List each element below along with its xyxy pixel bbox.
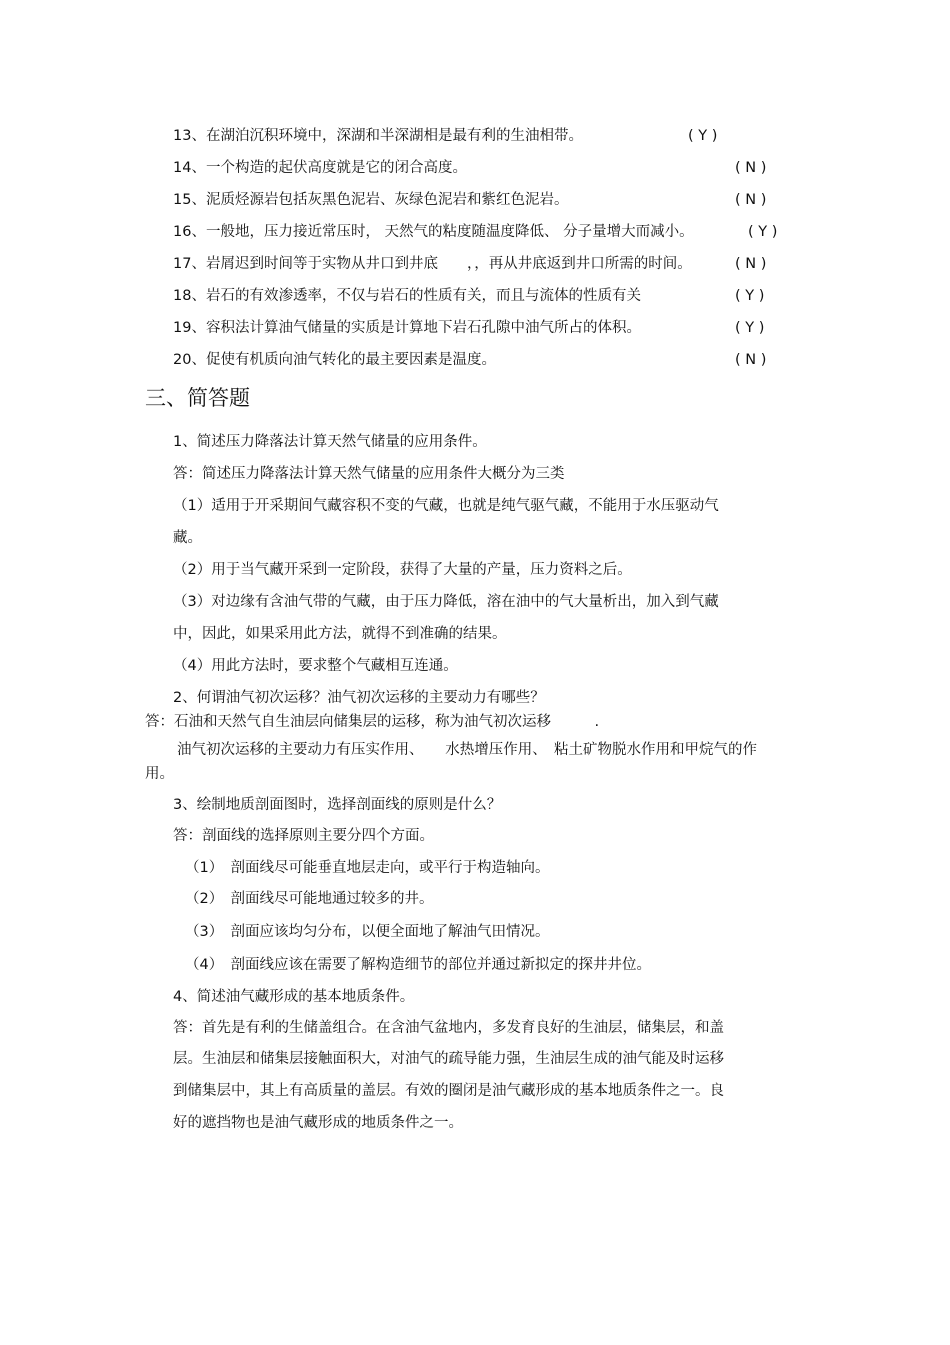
answer-line: （3）对边缘有含油气带的气藏，由于压力降低，溶在油中的气大量析出，加入到气藏 [173,594,719,610]
answer-line: （3） 剖面应该均匀分布，以便全面地了解油气田情况。 [185,924,550,940]
answer-line: （4）用此方法时，要求整个气藏相互连通。 [173,658,458,674]
question-3: 3、绘制地质剖面图时，选择剖面线的原则是什么？ [173,797,502,813]
tf-answer-20: ( N ) [735,352,767,368]
answer-line: 答：剖面线的选择原则主要分四个方面。 [173,828,434,844]
answer-line: 答：首先是有利的生储盖组合。在含油气盆地内，多发育良好的生油层，储集层，和盖 [173,1020,724,1036]
answer-line: 用。 [145,766,174,782]
tf-item-13: 13、在湖泊沉积环境中，深湖和半深湖相是最有利的生油相带。 [173,128,583,144]
answer-line: （2） 剖面线尽可能地通过较多的井。 [185,891,434,907]
tf-item-14: 14、一个构造的起伏高度就是它的闭合高度。 [173,160,467,176]
tf-item-16: 16、一般地，压力接近常压时， 天然气的粘度随温度降低、 分子量增大而减小。 [173,224,694,240]
answer-line: 层。生油层和储集层接触面积大，对油气的疏导能力强，生油层生成的油气能及时运移 [173,1051,724,1067]
tf-answer-16: ( Y ) [748,224,778,240]
question-1: 1、简述压力降落法计算天然气储量的应用条件。 [173,434,487,450]
answer-line: 答：石油和天然气自生油层向储集层的运移，称为油气初次运移 . [145,714,600,730]
answer-line: （4） 剖面线应该在需要了解构造细节的部位并通过新拟定的探井井位。 [185,957,651,973]
answer-line: 到储集层中，其上有高质量的盖层。有效的圈闭是油气藏形成的基本地质条件之一。良 [173,1083,724,1099]
tf-answer-17: ( N ) [735,256,767,272]
answer-line: （1）适用于开采期间气藏容积不变的气藏，也就是纯气驱气藏，不能用于水压驱动气 [173,498,719,514]
tf-item-17: 17、岩屑迟到时间等于实物从井口到井底 ，，再从井底返到井口所需的时间。 [173,256,692,272]
tf-item-19: 19、容积法计算油气储量的实质是计算地下岩石孔隙中油气所占的体积。 [173,320,641,336]
answer-line: （1） 剖面线尽可能垂直地层走向，或平行于构造轴向。 [185,860,550,876]
answer-line: 好的遮挡物也是油气藏形成的地质条件之一。 [173,1115,463,1131]
answer-line: （2）用于当气藏开采到一定阶段，获得了大量的产量，压力资料之后。 [173,562,632,578]
tf-answer-13: ( Y ) [688,128,718,144]
question-4: 4、简述油气藏形成的基本地质条件。 [173,989,415,1005]
tf-answer-15: ( N ) [735,192,767,208]
tf-answer-19: ( Y ) [735,320,765,336]
tf-item-18: 18、岩石的有效渗透率，不仅与岩石的性质有关，而且与流体的性质有关 [173,288,641,304]
answer-line: 中，因此，如果采用此方法，就得不到准确的结果。 [173,626,507,642]
tf-item-15: 15、泥质烃源岩包括灰黑色泥岩、灰绿色泥岩和紫红色泥岩。 [173,192,569,208]
answer-line: 藏。 [173,530,202,546]
question-2: 2、何谓油气初次运移？油气初次运移的主要动力有哪些？ [173,690,545,706]
tf-answer-18: ( Y ) [735,288,765,304]
answer-line: 油气初次运移的主要动力有压实作用、 水热增压作用、 粘土矿物脱水作用和甲烷气的作 [177,742,757,758]
answer-line: 答：简述压力降落法计算天然气储量的应用条件大概分为三类 [173,466,565,482]
tf-item-20: 20、促使有机质向油气转化的最主要因素是温度。 [173,352,496,368]
section-title: 三、简答题 [145,386,250,410]
tf-answer-14: ( N ) [735,160,767,176]
